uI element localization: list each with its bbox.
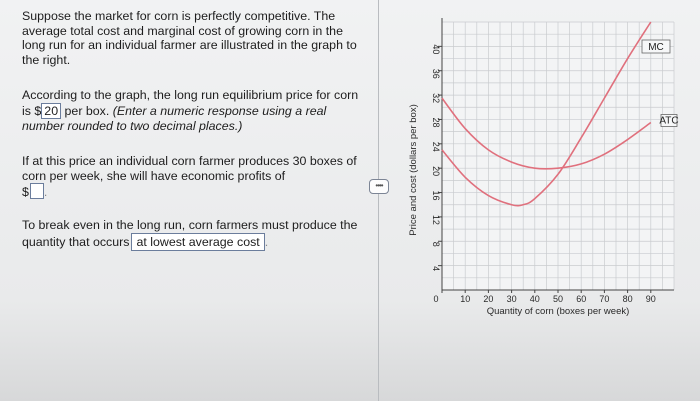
price-text: According to the graph, the long run equilibrium price for corn is $ bbox=[22, 88, 359, 118]
cost-chart bbox=[390, 0, 700, 401]
x-tick-label: 50 bbox=[552, 294, 564, 304]
x-axis-title: Quantity of corn (boxes per week) bbox=[486, 306, 630, 317]
profit-answer-input[interactable] bbox=[30, 183, 44, 199]
question-price bbox=[22, 88, 362, 133]
x-tick-label: 70 bbox=[599, 294, 610, 304]
profit-dollar-sign: $ bbox=[22, 185, 29, 200]
price-instruction: (Enter a numeric response using a real number rounded to two decimal places.) bbox=[22, 103, 327, 133]
question-breakeven bbox=[22, 218, 362, 251]
y-tick-label: 4 bbox=[431, 266, 441, 272]
y-tick-label: 12 bbox=[431, 214, 441, 225]
mc-label: MC bbox=[648, 42, 664, 53]
y-tick-label: 16 bbox=[431, 190, 441, 201]
x-tick-label: 30 bbox=[506, 294, 517, 304]
price-unit-text: per box. bbox=[61, 103, 113, 118]
panel-divider[interactable] bbox=[378, 0, 379, 401]
y-tick-label: 8 bbox=[431, 241, 441, 247]
x-tick-label: 20 bbox=[483, 294, 494, 304]
atc-label: ATC bbox=[659, 115, 679, 127]
x-tick-label: 90 bbox=[645, 294, 656, 304]
y-axis-title: Price and cost (dollars per box) bbox=[408, 104, 419, 236]
graph-panel bbox=[390, 0, 700, 401]
chart-grid bbox=[442, 22, 674, 290]
question-intro: Suppose the market for corn is perfectly competitive. The average total cost and marginal cost of growing corn in the long run for an individual farmer are illustrated in the graph to the right. bbox=[22, 9, 357, 67]
y-tick-label: 40 bbox=[431, 44, 441, 55]
y-tick-label: 28 bbox=[431, 117, 441, 128]
question-profit: If at this price an individual corn farmer produces 30 boxes of corn per week, she will have economic profits of $ . bbox=[22, 154, 357, 200]
breakeven-text: To break even in the long run, corn farmers must produce the quantity that occurs bbox=[22, 218, 358, 249]
expand-handle-button[interactable]: •••• bbox=[369, 179, 389, 194]
breakeven-trailing: . bbox=[264, 234, 269, 249]
price-answer-box[interactable]: 20 bbox=[41, 103, 61, 119]
x-tick-label: 0 bbox=[433, 294, 439, 304]
y-tick-label: 36 bbox=[431, 68, 441, 79]
y-tick-label: 20 bbox=[431, 166, 441, 177]
profit-text: If at this price an individual corn farmer produces 30 boxes of corn per week, she will have economic profits of bbox=[22, 154, 357, 183]
y-tick-label: 24 bbox=[431, 141, 441, 152]
x-tick-label: 10 bbox=[460, 294, 471, 304]
breakeven-dropdown[interactable]: at lowest average cost bbox=[131, 233, 264, 252]
y-tick-label: 32 bbox=[431, 93, 441, 104]
x-tick-label: 60 bbox=[576, 294, 587, 304]
x-tick-label: 40 bbox=[529, 294, 540, 304]
x-tick-label: 80 bbox=[622, 294, 633, 304]
